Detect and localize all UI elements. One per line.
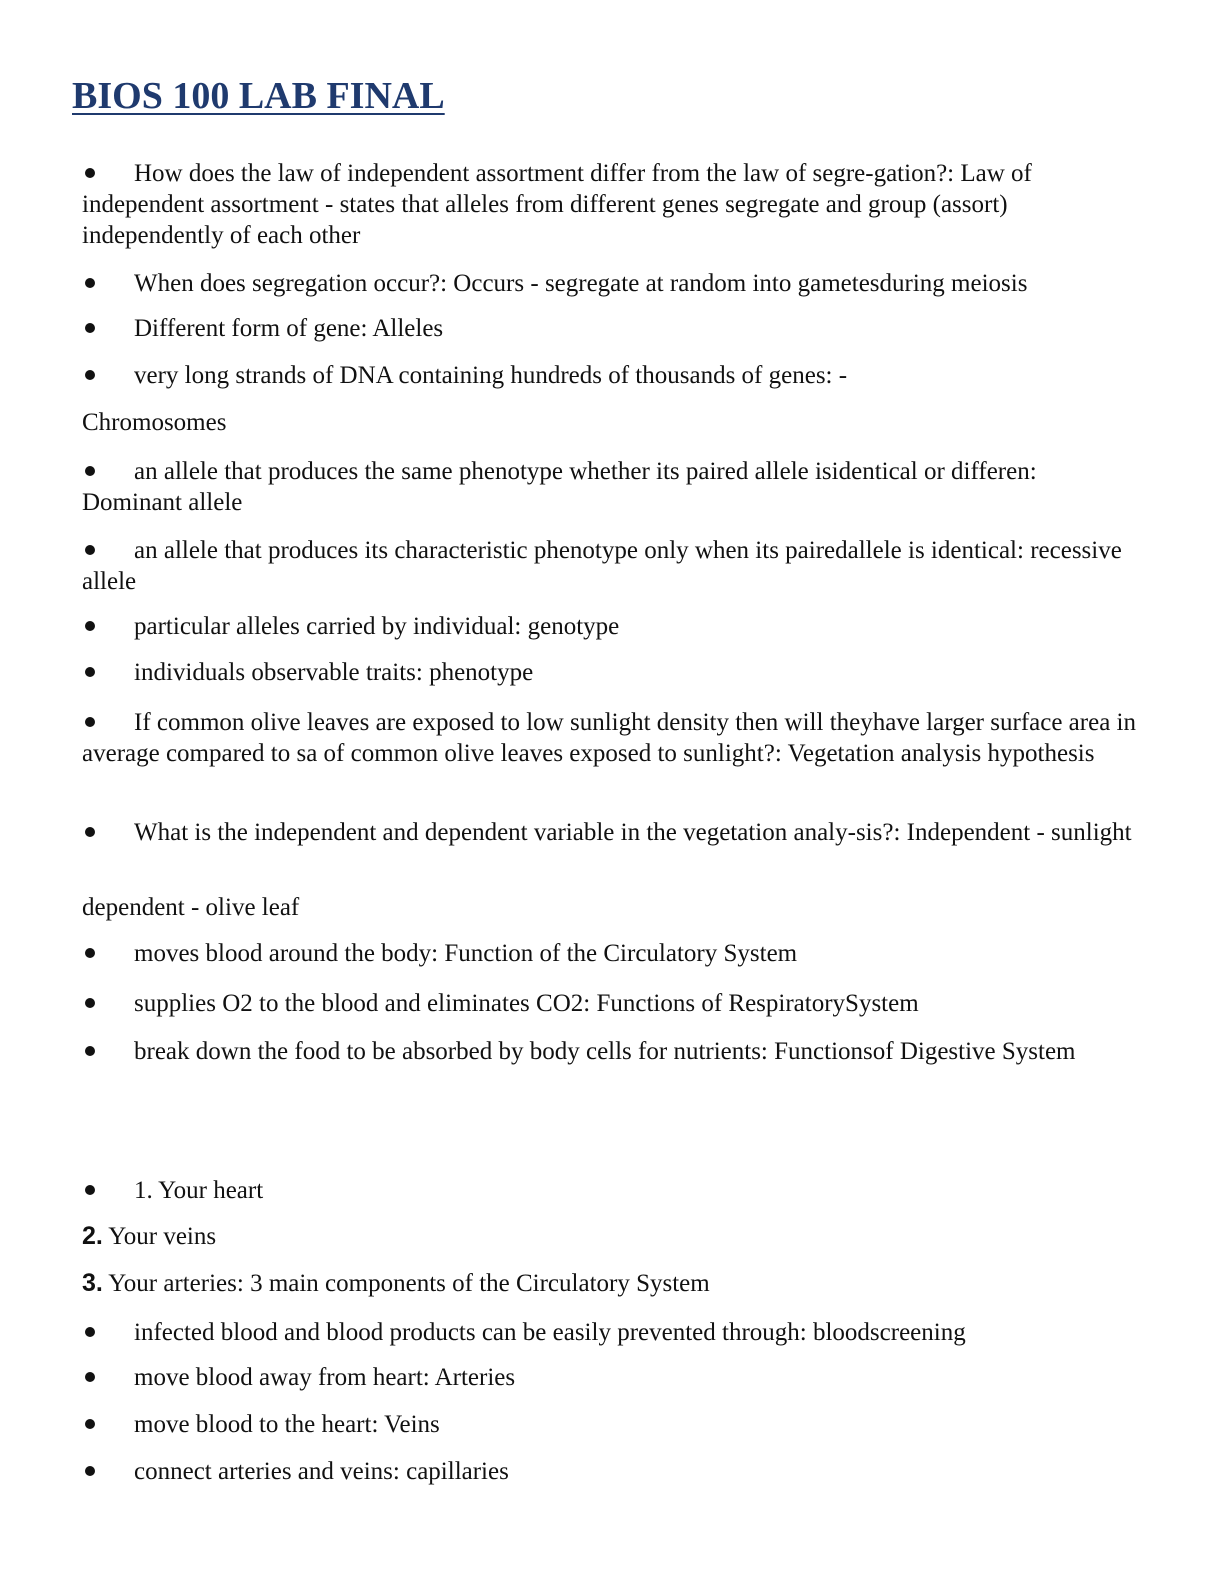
bullet-icon (85, 667, 95, 677)
list-item: break down the food to be absorbed by body cells for nutrients: Functionsof Digestive System (82, 1036, 1142, 1067)
bullet-icon (85, 466, 95, 476)
list-item: very long strands of DNA containing hundreds of thousands of genes: - (82, 360, 1142, 391)
bullet-icon (85, 278, 95, 288)
list-item: Different form of gene: Alleles (82, 313, 1142, 344)
list-item: When does segregation occur?: Occurs - segregate at random into gametesduring meiosis (82, 268, 1142, 299)
bullet-icon (85, 168, 95, 178)
list-item: supplies O2 to the blood and eliminates CO2: Functions of RespiratorySystem (82, 988, 1142, 1019)
bullet-icon (85, 545, 95, 555)
page-title: BIOS 100 LAB FINAL (72, 75, 445, 117)
list-item: 3. Your arteries: 3 main components of the Circulatory System (82, 1269, 710, 1297)
list-item: What is the independent and dependent variable in the vegetation analy-sis?: Independent - sunlight (82, 817, 1142, 848)
bullet-icon (85, 717, 95, 727)
list-number: 2. (82, 1222, 103, 1250)
bullet-icon (85, 948, 95, 958)
bullet-icon (85, 1185, 95, 1195)
list-item: an allele that produces its characteristic phenotype only when its pairedallele is identical: recessive allele (82, 537, 1122, 595)
list-item: particular alleles carried by individual: genotype (82, 611, 1142, 642)
bullet-icon (85, 1327, 95, 1337)
list-item: move blood away from heart: Arteries (82, 1362, 1142, 1393)
list-item: individuals observable traits: phenotype (82, 657, 1142, 688)
list-item: If common olive leaves are exposed to low sunlight density then will theyhave larger surface area in average compared to sa of common olive leaves exposed to sunlight?: Vegetation analysis hypothesis (82, 709, 1136, 767)
list-item: 1. Your heart (82, 1175, 1142, 1206)
bullet-icon (85, 1419, 95, 1429)
bullet-icon (85, 1466, 95, 1476)
bullet-icon (85, 370, 95, 380)
list-item: move blood to the heart: Veins (82, 1409, 1142, 1440)
list-item: Chromosomes (82, 409, 227, 436)
bullet-icon (85, 1046, 95, 1056)
bullet-icon (85, 1372, 95, 1382)
list-item: an allele that produces the same phenotype whether its paired allele isidentical or differen: Dominant allele (82, 458, 1037, 516)
list-number: 3. (82, 1269, 103, 1297)
bullet-icon (85, 827, 95, 837)
list-item: moves blood around the body: Function of the Circulatory System (82, 938, 1142, 969)
bullet-icon (85, 998, 95, 1008)
list-item: infected blood and blood products can be easily prevented through: bloodscreening (82, 1317, 1142, 1348)
list-item: 2. Your veins (82, 1222, 217, 1250)
list-item: How does the law of independent assortment differ from the law of segre-gation?: Law of independent assortment - states that alleles from different genes segregate and group (assort) independently of each other (82, 160, 1032, 249)
list-item: connect arteries and veins: capillaries (82, 1456, 1142, 1487)
bullet-icon (85, 621, 95, 631)
list-item: dependent - olive leaf (82, 894, 300, 921)
bullet-icon (85, 323, 95, 333)
